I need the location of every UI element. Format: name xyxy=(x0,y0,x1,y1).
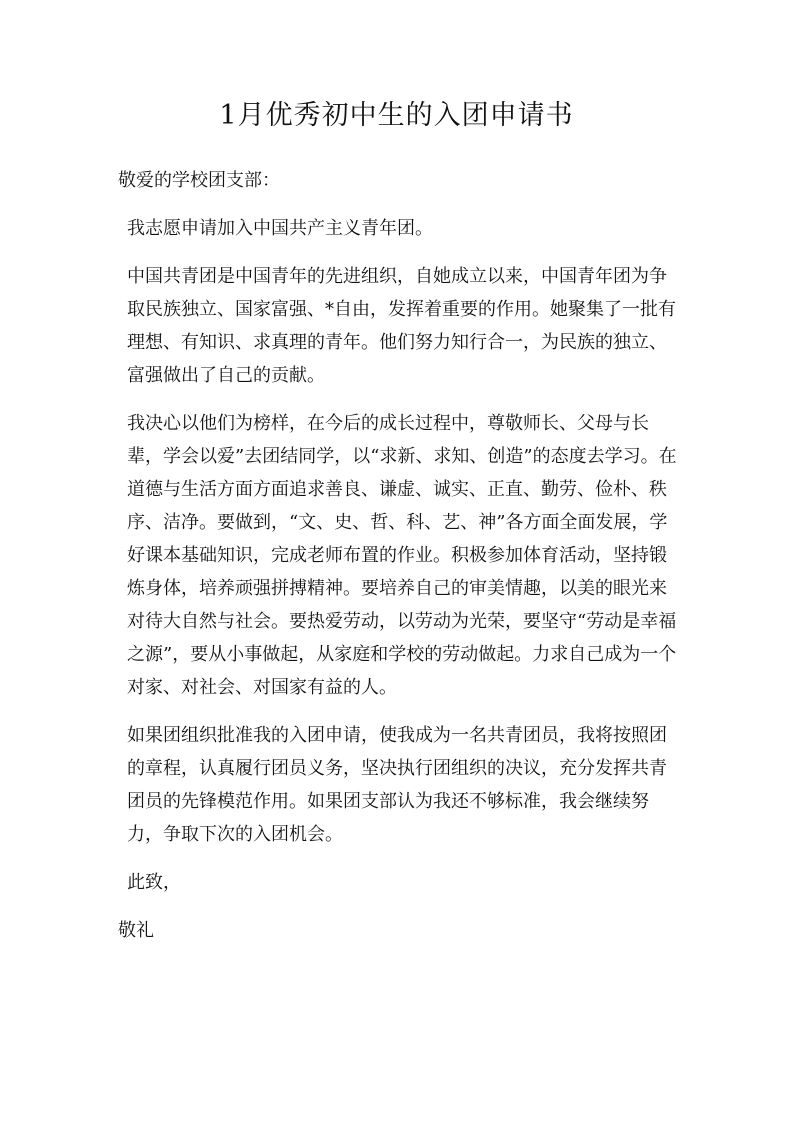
regards-line: 敬礼 xyxy=(118,920,154,941)
paragraph-2: 中国共青团是中国青年的先进组织，自她成立以来，中国青年团为争取民族独立、国家富强、*自由，发挥着重要的作用。她聚集了一批有理想、有知识、求真理的青年。他们努力知行合一，为民族的独立、富强做出了自己的贡献。 xyxy=(127,266,676,386)
salutation: 敬爱的学校团支部： xyxy=(118,170,280,191)
document-body xyxy=(118,164,678,962)
paragraph-4: 如果团组织批准我的入团申请，使我成为一名共青团员，我将按照团的章程，认真履行团员义务，坚决执行团组织的决议，充分发挥共青团员的先锋模范作用。如果团支部认为我还不够标准，我会继续努力，争取下次的入团机会。 xyxy=(127,725,667,845)
paragraph-3: 我决心以他们为榜样，在今后的成长过程中，尊敬师长、父母与长辈，学会以爱”去团结同学，以“求新、求知、创造”的态度去学习。在道德与生活方面方面追求善良、谦虚、诚实、正直、勤劳、俭朴、秩序、洁净。要做到，“文、史、哲、科、艺、神”各方面全面发展，学好课本基础知识，完成老师布置的作业。积极参加体育活动，坚持锻炼身体，培养顽强拼搏精神。要培养自己的审美情趣，以美的眼光来对待大自然与社会。要热爱劳动，以劳动为光荣，要坚守“劳动是幸福之源”，要从小事做起，从家庭和学校的劳动做起。力求自己成为一个对家、对社会、对国家有益的人。 xyxy=(127,413,677,698)
paragraph-1: 我志愿申请加入中国共产主义青年团。 xyxy=(127,218,433,239)
document-title: 1月优秀初中生的入团申请书 xyxy=(219,100,574,131)
closing-line: 此致， xyxy=(127,872,181,893)
